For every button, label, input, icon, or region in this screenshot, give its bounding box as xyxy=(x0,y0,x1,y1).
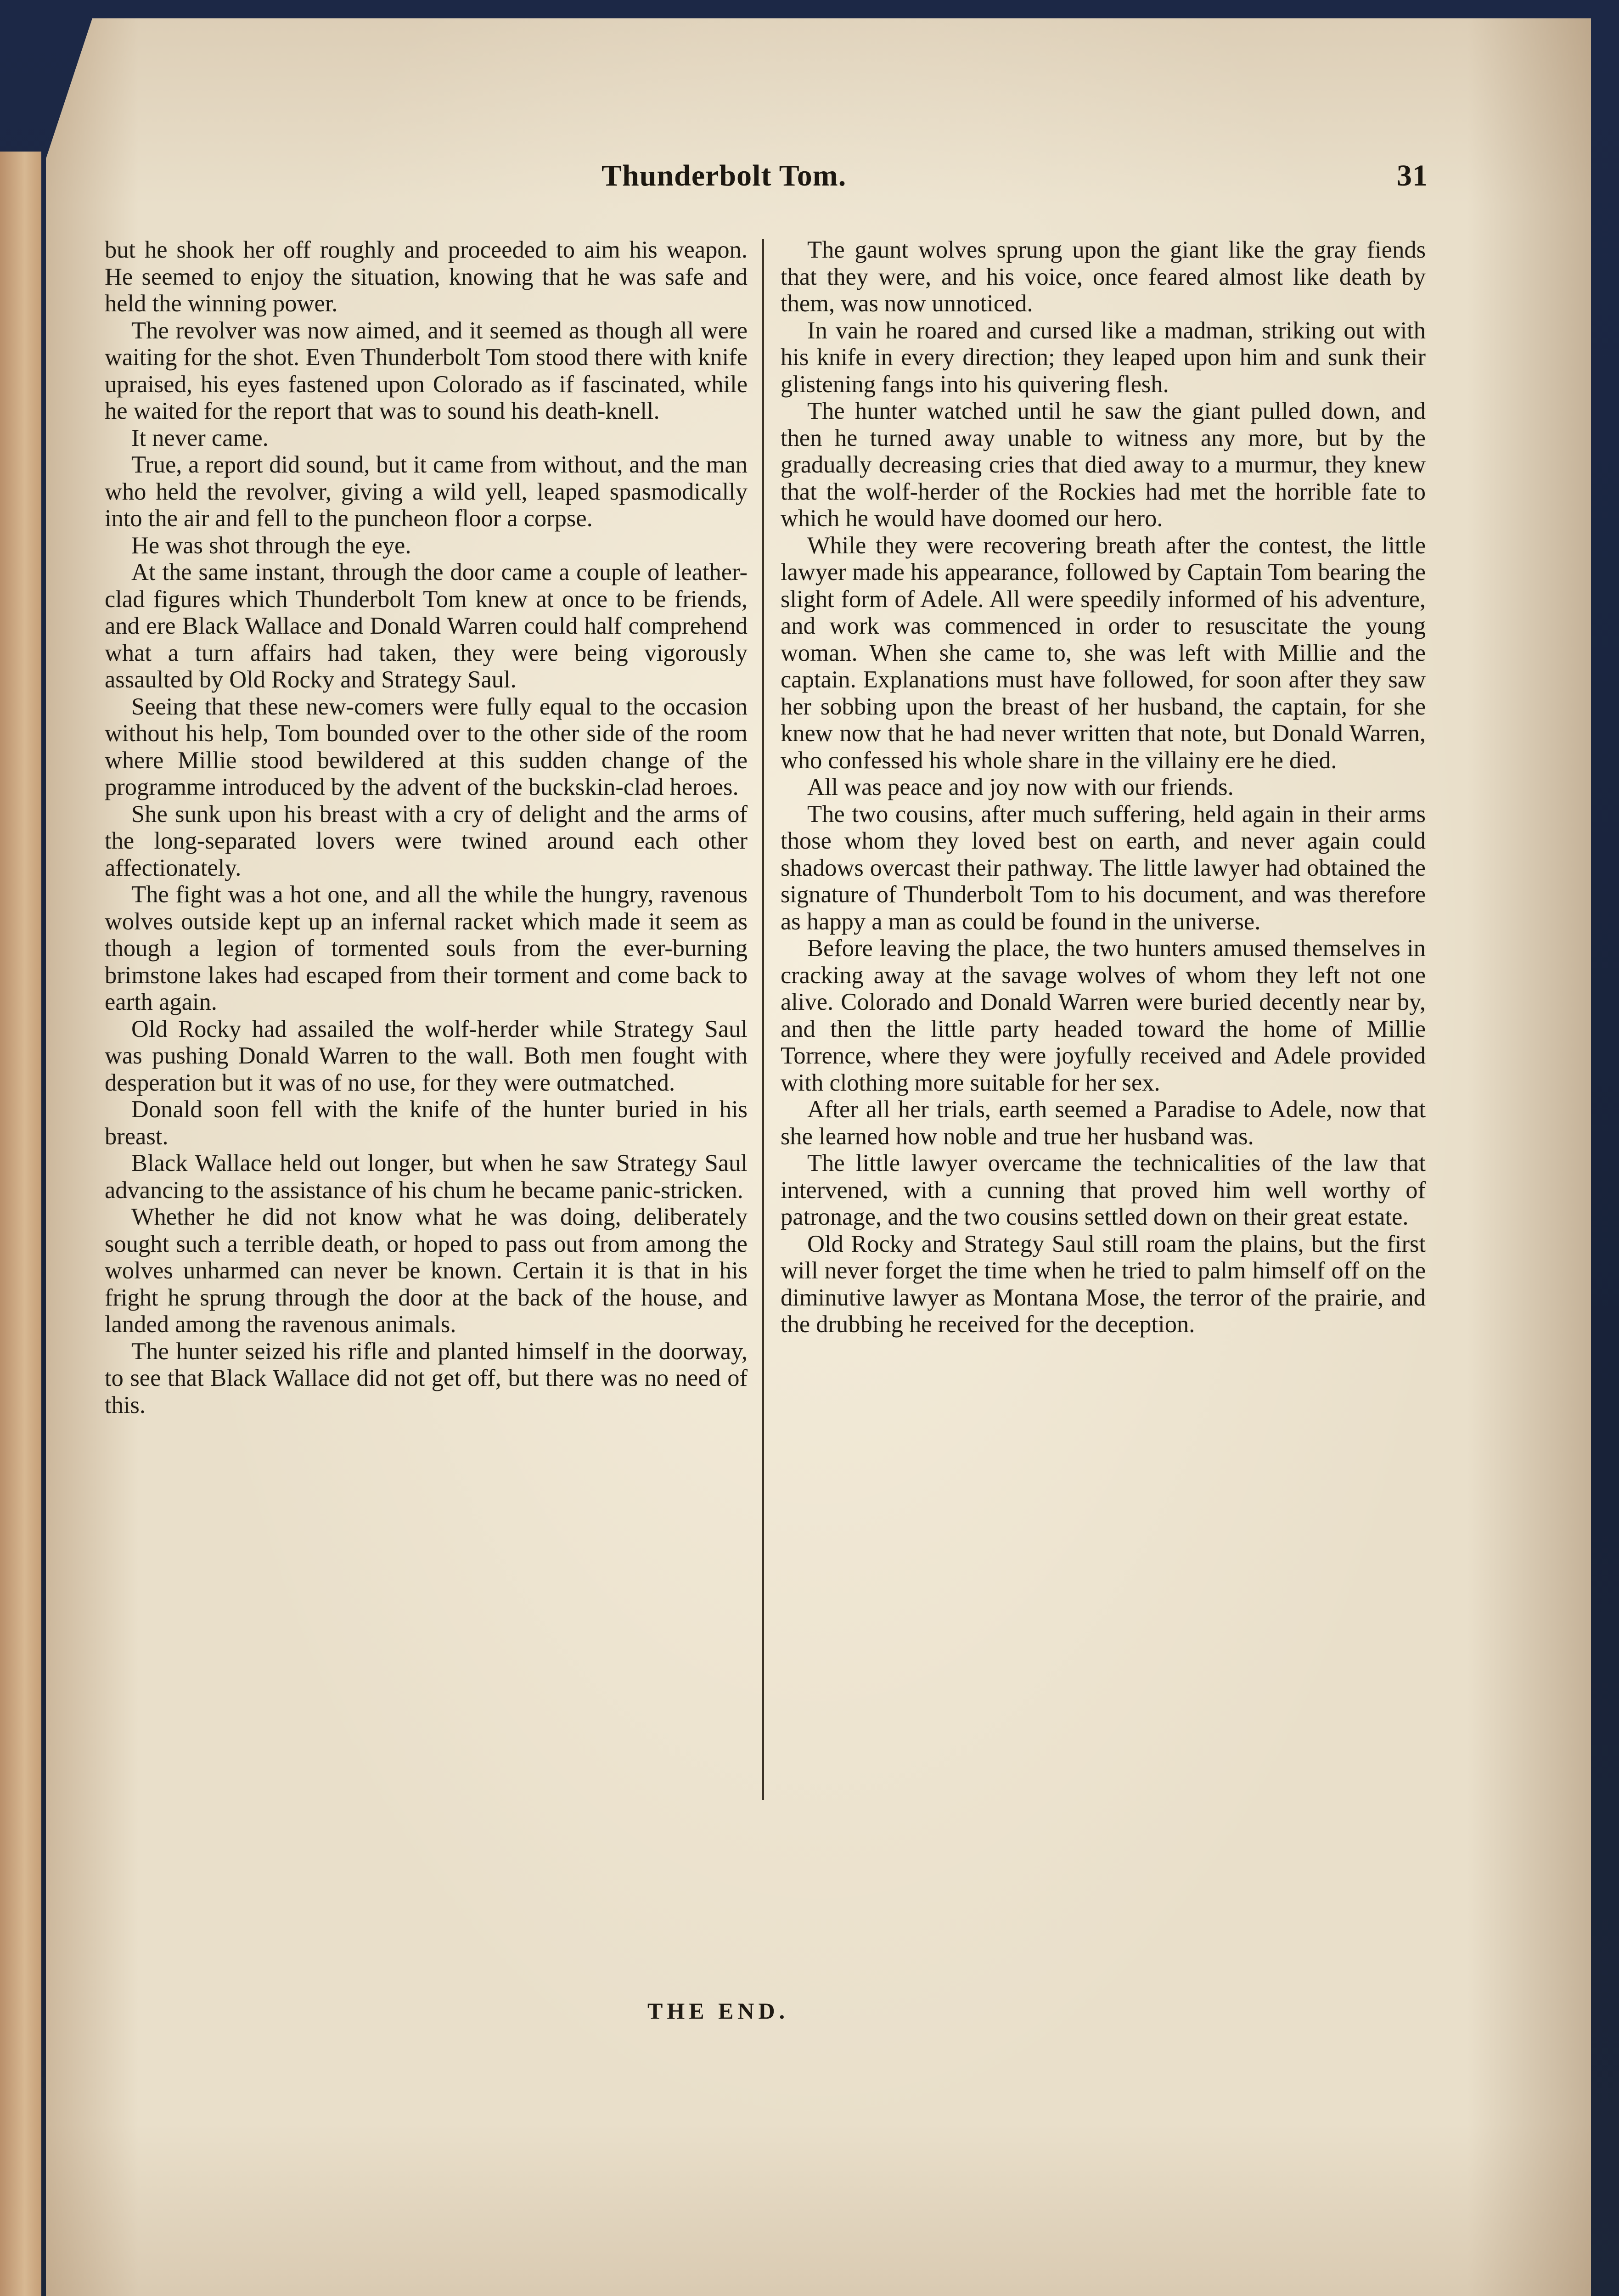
paragraph: Old Rocky and Strategy Saul still roam the plains, but the first will never forget the time when he tried to palm himself off on the diminutive lawyer as Montana Mose, the terror of the prairie, and the drubbing he received for the deception. xyxy=(781,1230,1426,1338)
paragraph: The hunter watched until he saw the giant pulled down, and then he turned away unable to witness any more, but by the gradually decreasing cries that died away to a murmur, they knew that the wolf-herder of the Rockies had met the horrible fate to which he would have doomed our hero. xyxy=(781,398,1426,532)
paragraph: It never came. xyxy=(131,424,269,451)
paragraph: Black Wallace held out longer, but when he saw Strategy Saul advancing to the assistance of his chum he became panic-stricken. xyxy=(105,1150,748,1204)
paragraph: The fight was a hot one, and all the while the hungry, ravenous wolves outside kept up an infernal racket which made it seem as though a legion of tormented souls from the ever-burning brimstone lakes had escaped from their torment and come back to earth again. xyxy=(105,881,748,1015)
page-number: 31 xyxy=(1397,159,1428,192)
running-header xyxy=(542,158,1428,204)
paragraph: After all her trials, earth seemed a Paradise to Adele, now that she learned how noble and true her husband was. xyxy=(781,1096,1426,1150)
paragraph: Whether he did not know what he was doing, deliberately sought such a terrible death, or hoped to pass out from among the wolves unharmed can never be known. Certain it is that in his fright he sprung through the door at the back of the house, and landed among the ravenous animals. xyxy=(105,1204,748,1338)
paragraph: He was shot through the eye. xyxy=(131,532,411,559)
paragraph: but he shook her off roughly and proceeded to aim his weapon. He seemed to enjoy the situation, knowing that he was safe and held the winning power. xyxy=(105,236,748,317)
paragraph: The hunter seized his rifle and planted himself in the doorway, to see that Black Wallace did not get off, but there was no need of this. xyxy=(105,1338,748,1418)
paragraph: The gaunt wolves sprung upon the giant like the gray fiends that they were, and his voice, once feared almost like death by them, was now unnoticed. xyxy=(781,236,1426,317)
left-column xyxy=(105,236,748,1418)
header-title: Thunderbolt Tom. xyxy=(602,159,847,192)
column-divider xyxy=(762,239,764,1800)
paragraph: All was peace and joy now with our friends. xyxy=(807,774,1234,800)
paragraph: At the same instant, through the door came a couple of leather-clad figures which Thunderbolt Tom knew at once to be friends, and ere Black Wallace and Donald Warren could half comprehend what a turn affairs had taken, they were being vigorously assaulted by Old Rocky and Strategy Saul. xyxy=(105,559,748,693)
the-end-label: THE END. xyxy=(647,1998,789,2024)
paragraph: While they were recovering breath after the contest, the little lawyer made his appearance, followed by Captain Tom bearing the slight form of Adele. All were speedily informed of his adventure, and work was commenced in order to resuscitate the young woman. When she came to, she was left with Millie and the captain. Explanations must have followed, for soon after they saw her sobbing upon the breast of her husband, the captain, for she knew now that he had never written that note, but Donald Warren, who confessed his whole share in the villainy ere he died. xyxy=(781,532,1426,774)
paragraph: Before leaving the place, the two hunters amused themselves in cracking away at the savage wolves of whom they left not one alive. Colorado and Donald Warren were buried decently near by, and then the little party headed toward the home of Millie Torrence, where they were joyfully received and Adele provided with clothing more suitable for her sex. xyxy=(781,935,1426,1096)
paragraph: The revolver was now aimed, and it seemed as though all were waiting for the shot. Even Thunderbolt Tom stood there with knife upraised, his eyes fastened upon Colorado as if fascinated, while he waited for the report that was to sound his death-knell. xyxy=(105,317,748,424)
paragraph: The two cousins, after much suffering, held again in their arms those whom they loved best on earth, and never again could shadows overcast their pathway. The little lawyer had obtained the signature of Thunderbolt Tom to his document, and was therefore as happy a man as could be found in the universe. xyxy=(781,800,1426,935)
right-column xyxy=(781,236,1426,1338)
paragraph: She sunk upon his breast with a cry of delight and the arms of the long-separated lovers were twined around each other affectionately. xyxy=(105,800,748,881)
paragraph: True, a report did sound, but it came from without, and the man who held the revolver, giving a wild yell, leaped spasmodically into the air and fell to the puncheon floor a corpse. xyxy=(105,451,748,532)
paragraph: In vain he roared and cursed like a madman, striking out with his knife in every direction; they leaped upon him and sunk their glistening fangs into his quivering flesh. xyxy=(781,317,1426,398)
paragraph: The little lawyer overcame the technicalities of the law that intervened, with a cunning that proved him well worthy of patronage, and the two cousins settled down on their great estate. xyxy=(781,1150,1426,1230)
paragraph: Donald soon fell with the knife of the hunter buried in his breast. xyxy=(105,1096,748,1150)
paragraph: Seeing that these new-comers were fully equal to the occasion without his help, Tom bounded over to the other side of the room where Millie stood bewildered at this sudden change of the programme introduced by the advent of the buckskin-clad heroes. xyxy=(105,693,748,800)
paragraph: Old Rocky had assailed the wolf-herder while Strategy Saul was pushing Donald Warren to the wall. Both men fought with desperation but it was of no use, for they were outmatched. xyxy=(105,1015,748,1096)
facing-page-edge xyxy=(0,152,41,2296)
